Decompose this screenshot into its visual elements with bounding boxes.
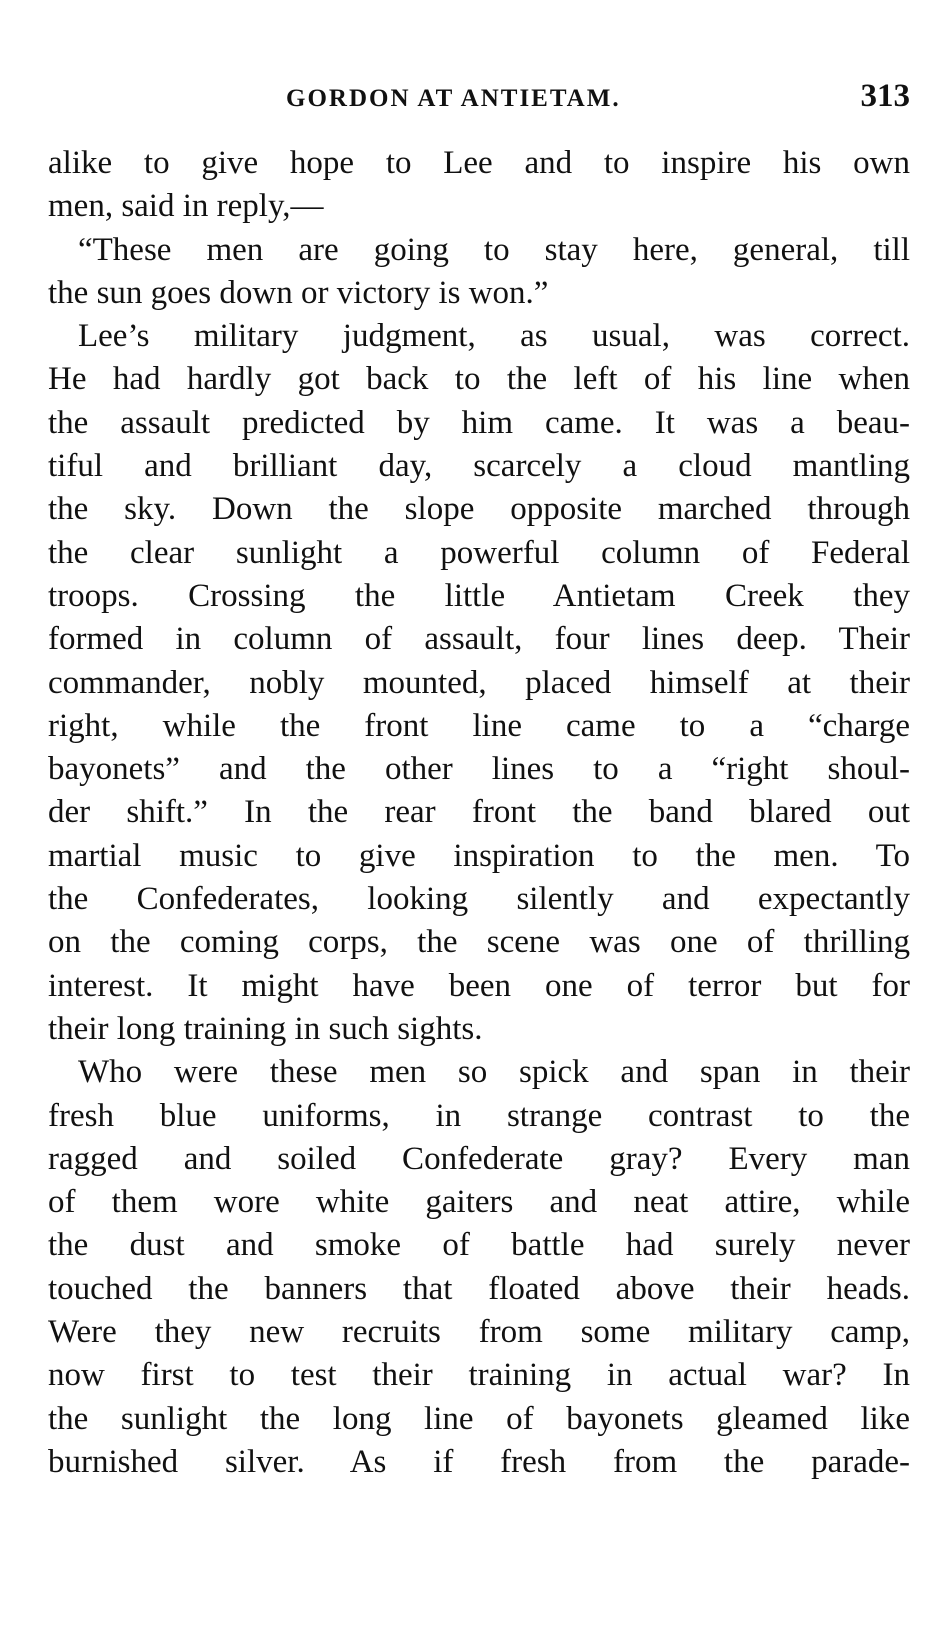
text-line: right, while the front line came to a “charge: [48, 707, 910, 744]
text-line: on the coming corps, the scene was one of thrilling: [48, 924, 910, 961]
text-line: tiful and brilliant day, scarcely a cloud mantling: [48, 448, 910, 485]
text-line: the sunlight the long line of bayonets gleamed like: [48, 1400, 910, 1437]
text-line: He had hardly got back to the left of his line when: [48, 361, 910, 398]
text-line: the dust and smoke of battle had surely never: [48, 1227, 910, 1264]
book-page: [48, 0, 910, 1646]
text-line: the clear sunlight a powerful column of Federal: [48, 534, 910, 571]
text-line: Who were these men so spick and span in their: [78, 1054, 910, 1091]
text-line: troops. Crossing the little Antietam Creek they: [48, 577, 910, 614]
body-text: [48, 142, 910, 1484]
text-line: martial music to give inspiration to the men. To: [48, 837, 910, 874]
running-head: [48, 76, 910, 116]
text-line: alike to give hope to Lee and to inspire his own: [48, 145, 910, 181]
text-line: their long training in such sights.: [48, 1010, 483, 1047]
text-line: der shift.” In the rear front the band blared out: [48, 794, 910, 831]
text-line: men, said in reply,—: [48, 188, 324, 225]
text-line: the sky. Down the slope opposite marched through: [48, 491, 910, 528]
text-line: commander, nobly mounted, placed himself at their: [48, 664, 910, 701]
text-line: burnished silver. As if fresh from the parade-: [48, 1443, 910, 1480]
text-line: formed in column of assault, four lines deep. Their: [48, 621, 910, 658]
text-line: bayonets” and the other lines to a “right shoul-: [48, 751, 910, 788]
text-line: Lee’s military judgment, as usual, was correct.: [78, 318, 910, 355]
text-line: the sun goes down or victory is won.”: [48, 274, 549, 311]
text-line: Were they new recruits from some military camp,: [48, 1314, 910, 1351]
text-line: touched the banners that floated above their heads.: [48, 1270, 910, 1307]
text-line: “These men are going to stay here, general, till: [78, 231, 910, 268]
text-line: fresh blue uniforms, in strange contrast to the: [48, 1097, 910, 1134]
text-line: interest. It might have been one of terror but for: [48, 967, 910, 1004]
text-line: the assault predicted by him came. It was a beau-: [48, 404, 910, 441]
text-line: ragged and soiled Confederate gray? Every man: [48, 1140, 910, 1177]
page-number: 313: [860, 78, 910, 114]
text-line: now first to test their training in actual war? In: [48, 1357, 910, 1394]
text-line: the Confederates, looking silently and expectantly: [48, 881, 910, 918]
running-title: GORDON AT ANTIETAM.: [286, 85, 621, 112]
text-line: of them wore white gaiters and neat attire, while: [48, 1184, 910, 1221]
